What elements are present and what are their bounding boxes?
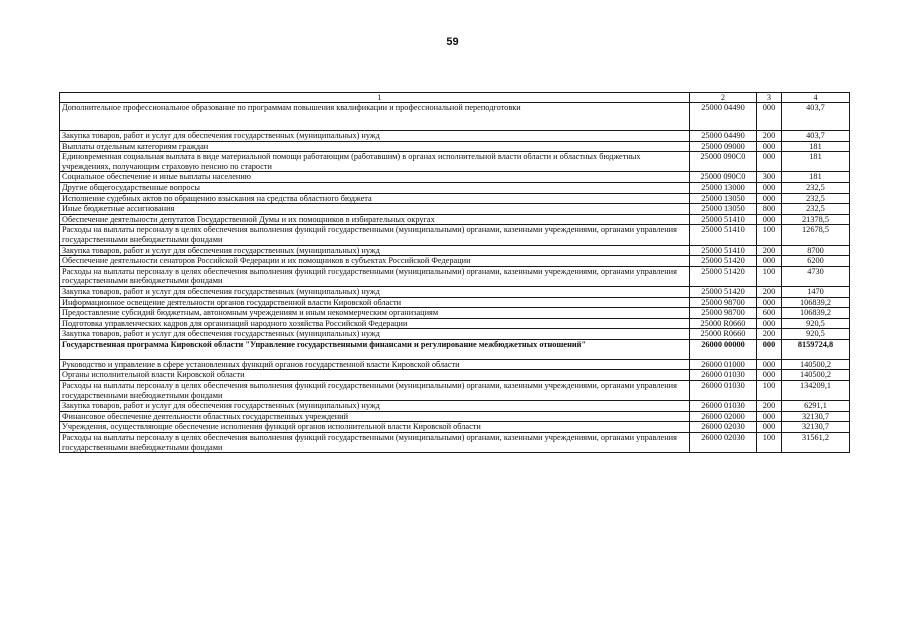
table-row [60,141,850,152]
row-vr-cell: 200 [757,245,782,256]
row-name-cell: Исполнение судебных актов по обращению взыскания на средства областного бюджета [60,193,690,204]
row-sum-cell: 8700 [782,245,850,256]
row-code-cell: 26000 01030 [690,381,757,401]
table-row [60,339,850,359]
row-code-cell: 25000 R0660 [690,329,757,340]
row-name-cell: Закупка товаров, работ и услуг для обеспечения государственных (муниципальных) нужд [60,245,690,256]
row-name-cell: Расходы на выплаты персоналу в целях обеспечения выполнения функций государственными (муниципальными) органами, казенными учреждениями, органами управления государственными внебюджетными фондами [60,433,690,453]
row-name-cell: Предоставление субсидий бюджетным, автономным учреждениям и иным некоммерческим организациям [60,308,690,319]
row-vr-cell: 100 [757,225,782,245]
row-code-cell: 26000 01030 [690,401,757,412]
row-name-cell: Государственная программа Кировской области "Управление государственными финансами и регулирование межбюджетных отношений" [60,339,690,359]
row-vr-cell: 100 [757,381,782,401]
row-code-cell: 25000 04490 [690,131,757,142]
row-sum-cell: 140500,2 [782,359,850,370]
row-code-cell: 25000 51410 [690,245,757,256]
row-name-cell: Информационное освещение деятельности органов государственной власти Кировской области [60,297,690,308]
row-name-cell: Органы исполнительной власти Кировской области [60,370,690,381]
row-sum-cell: 32130,7 [782,422,850,433]
row-vr-cell: 000 [757,214,782,225]
table-row [60,193,850,204]
row-vr-cell: 000 [757,152,782,172]
row-name-cell: Иные бюджетные ассигнования [60,204,690,215]
table-row [60,225,850,245]
row-name-cell: Финансовое обеспечение деятельности областных государственных учреждений [60,411,690,422]
row-code-cell: 26000 00000 [690,339,757,359]
row-vr-cell: 000 [757,339,782,359]
table-row [60,103,850,131]
row-code-cell: 26000 01030 [690,370,757,381]
row-vr-cell: 100 [757,266,782,286]
row-code-cell: 26000 02030 [690,433,757,453]
row-code-cell: 25000 13000 [690,182,757,193]
row-name-cell: Расходы на выплаты персоналу в целях обеспечения выполнения функций государственными (муниципальными) органами, казенными учреждениями, органами управления государственными внебюджетными фондами [60,266,690,286]
row-name-cell: Руководство и управление в сфере установленных функций органов государственной власти Кировской области [60,359,690,370]
table-row [60,256,850,267]
table-row [60,172,850,183]
row-code-cell: 25000 090С0 [690,172,757,183]
row-name-cell: Расходы на выплаты персоналу в целях обеспечения выполнения функций государственными (муниципальными) органами, казенными учреждениями, органами управления государственными внебюджетными фондами [60,225,690,245]
row-sum-cell: 232,5 [782,204,850,215]
row-code-cell: 25000 09000 [690,141,757,152]
row-sum-cell: 4730 [782,266,850,286]
row-sum-cell: 6200 [782,256,850,267]
row-name-cell: Единовременная социальная выплата в виде материальной помощи работающим (работавшим) в органах исполнительной власти области и областных бюджетных учреждениях, получающим страховую пенсию по старости [60,152,690,172]
row-vr-cell: 000 [757,297,782,308]
budget-table [59,92,850,453]
row-sum-cell: 181 [782,152,850,172]
table-row [60,308,850,319]
row-sum-cell: 31561,2 [782,433,850,453]
table-row [60,401,850,412]
row-sum-cell: 6291,1 [782,401,850,412]
row-sum-cell: 920,5 [782,318,850,329]
row-code-cell: 25000 51410 [690,225,757,245]
row-vr-cell: 300 [757,172,782,183]
table-row [60,381,850,401]
row-code-cell: 25000 51410 [690,214,757,225]
row-vr-cell: 000 [757,103,782,131]
table-row [60,266,850,286]
row-name-cell: Выплаты отдельным категориям граждан [60,141,690,152]
row-sum-cell: 403,7 [782,131,850,142]
row-code-cell: 25000 13050 [690,204,757,215]
table-row [60,411,850,422]
table-row [60,245,850,256]
row-vr-cell: 200 [757,286,782,297]
row-vr-cell: 000 [757,182,782,193]
row-sum-cell: 920,5 [782,329,850,340]
row-vr-cell: 000 [757,256,782,267]
row-vr-cell: 200 [757,329,782,340]
row-vr-cell: 000 [757,370,782,381]
row-vr-cell: 000 [757,141,782,152]
row-name-cell: Обеспечение деятельности депутатов Государственной Думы и их помощников в избирательных округах [60,214,690,225]
row-vr-cell: 000 [757,422,782,433]
row-sum-cell: 181 [782,141,850,152]
table-row [60,318,850,329]
row-sum-cell: 21378,5 [782,214,850,225]
row-name-cell: Расходы на выплаты персоналу в целях обеспечения выполнения функций государственными (муниципальными) органами, казенными учреждениями, органами управления государственными внебюджетными фондами [60,381,690,401]
table-row [60,433,850,453]
row-vr-cell: 000 [757,411,782,422]
row-sum-cell: 232,5 [782,182,850,193]
row-code-cell: 26000 02000 [690,411,757,422]
row-code-cell: 25000 R0660 [690,318,757,329]
table-row [60,204,850,215]
row-code-cell: 25000 51420 [690,256,757,267]
row-sum-cell: 32130,7 [782,411,850,422]
row-sum-cell: 8159724,8 [782,339,850,359]
row-sum-cell: 12678,5 [782,225,850,245]
row-code-cell: 26000 01000 [690,359,757,370]
row-code-cell: 26000 02030 [690,422,757,433]
table-row [60,297,850,308]
row-name-cell: Обеспечение деятельности сенаторов Российской Федерации и их помощников в субъектах Российской Федерации [60,256,690,267]
row-sum-cell: 140500,2 [782,370,850,381]
row-vr-cell: 000 [757,193,782,204]
budget-table-body [60,93,850,453]
row-name-cell: Подготовка управленческих кадров для организаций народного хозяйства Российской Федерации [60,318,690,329]
row-name-cell: Другие общегосударственные вопросы [60,182,690,193]
row-name-cell: Закупка товаров, работ и услуг для обеспечения государственных (муниципальных) нужд [60,286,690,297]
row-sum-cell: 106839,2 [782,308,850,319]
row-name-cell: Закупка товаров, работ и услуг для обеспечения государственных (муниципальных) нужд [60,401,690,412]
header-cell-code: 2 [690,93,757,103]
table-row [60,370,850,381]
table-row [60,329,850,340]
row-name-cell: Закупка товаров, работ и услуг для обеспечения государственных (муниципальных) нужд [60,131,690,142]
row-code-cell: 25000 98700 [690,297,757,308]
row-name-cell: Закупка товаров, работ и услуг для обеспечения государственных (муниципальных) нужд [60,329,690,340]
row-sum-cell: 1470 [782,286,850,297]
row-sum-cell: 232,5 [782,193,850,204]
row-name-cell: Социальное обеспечение и иные выплаты населению [60,172,690,183]
row-name-cell: Дополнительное профессиональное образование по программам повышения квалификации и профессиональной переподготовки [60,103,690,131]
table-header-row [60,93,850,103]
row-code-cell: 25000 13050 [690,193,757,204]
table-row [60,131,850,142]
row-vr-cell: 600 [757,308,782,319]
row-vr-cell: 800 [757,204,782,215]
row-code-cell: 25000 51420 [690,286,757,297]
header-cell-name: 1 [60,93,690,103]
row-vr-cell: 000 [757,359,782,370]
row-name-cell: Учреждения, осуществляющие обеспечение исполнения функций органов исполнительной власти Кировской области [60,422,690,433]
row-sum-cell: 403,7 [782,103,850,131]
row-sum-cell: 181 [782,172,850,183]
row-code-cell: 25000 090С0 [690,152,757,172]
row-code-cell: 25000 51420 [690,266,757,286]
row-vr-cell: 000 [757,318,782,329]
table-row [60,214,850,225]
table-row [60,422,850,433]
table-row [60,359,850,370]
row-sum-cell: 134209,1 [782,381,850,401]
row-code-cell: 25000 98700 [690,308,757,319]
header-cell-sum: 4 [782,93,850,103]
table-row [60,286,850,297]
row-code-cell: 25000 04490 [690,103,757,131]
table-row [60,152,850,172]
row-vr-cell: 100 [757,433,782,453]
row-sum-cell: 106839,2 [782,297,850,308]
page-number: 59 [446,36,459,48]
row-vr-cell: 200 [757,401,782,412]
table-row [60,182,850,193]
header-cell-vr: 3 [757,93,782,103]
row-vr-cell: 200 [757,131,782,142]
